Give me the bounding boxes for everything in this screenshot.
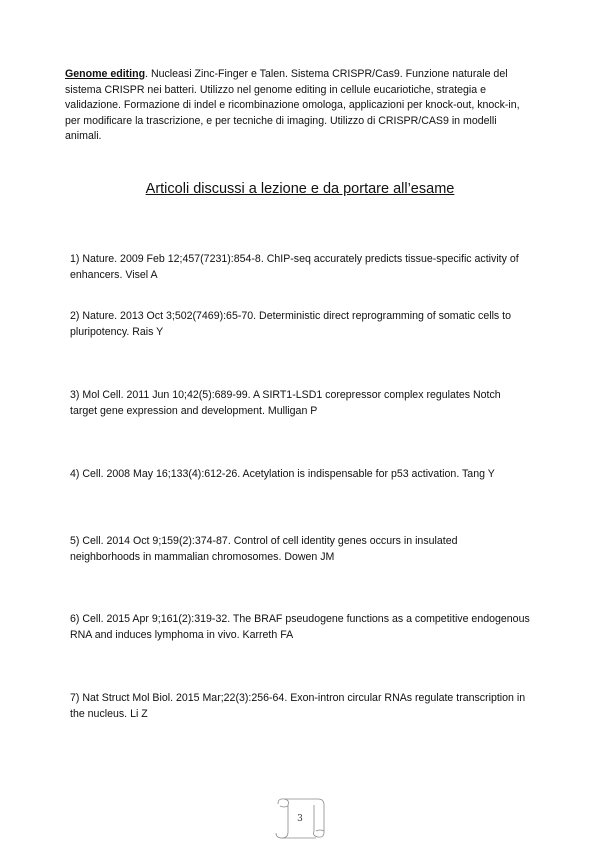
genome-editing-term: Genome editing (65, 68, 146, 80)
reference-item-1: 1) Nature. 2009 Feb 12;457(7231):854-8. ChIP-seq accurately predicts tissue-specific activity of enhancers. Visel A (70, 253, 519, 281)
reference-item-4: 4) Cell. 2008 May 16;133(4):612-26. Acetylation is indispensable for p53 activation. Tang Y (70, 468, 495, 480)
reference-item-6: 6) Cell. 2015 Apr 9;161(2):319-32. The BRAF pseudogene functions as a competitive endogenous RNA and induces lymphoma in vivo. Karreth FA (70, 613, 530, 641)
reference-item-7: 7) Nat Struct Mol Biol. 2015 Mar;22(3):256-64. Exon-intron circular RNAs regulate transcription in the nucleus. Li Z (70, 692, 526, 720)
genome-editing-paragraph (65, 67, 535, 145)
page-number: 3 (297, 814, 303, 824)
reference-item-3: 3) Mol Cell. 2011 Jun 10;42(5):689-99. A SIRT1-LSD1 corepressor complex regulates Notch target gene expression and development. Mulligan P (70, 389, 501, 417)
reference-item-2: 2) Nature. 2013 Oct 3;502(7469):65-70. Deterministic direct reprogramming of somatic cells to pluripotency. Rais Y (70, 310, 512, 338)
reference-item-5: 5) Cell. 2014 Oct 9;159(2):374-87. Control of cell identity genes occurs in insulated neighborhoods in mammalian chromosomes. Dowen JM (70, 535, 458, 563)
genome-editing-description: . Nucleasi Zinc-Finger e Talen. Sistema CRISPR/Cas9. Funzione naturale del sistema CRISPR nei batteri. Utilizzo nel genome editing in cellule eucariotiche, strategia e validazione. Formazione di indel e ricombinazione omologa, applicazioni per knock-out, knock-in, per modificare la trascrizione, e per tecniche di imaging. Utilizzo di CRISPR/CAS9 in modelli animali. (65, 68, 520, 142)
section-heading: Articoli discussi a lezione e da portare all’esame (145, 181, 455, 197)
